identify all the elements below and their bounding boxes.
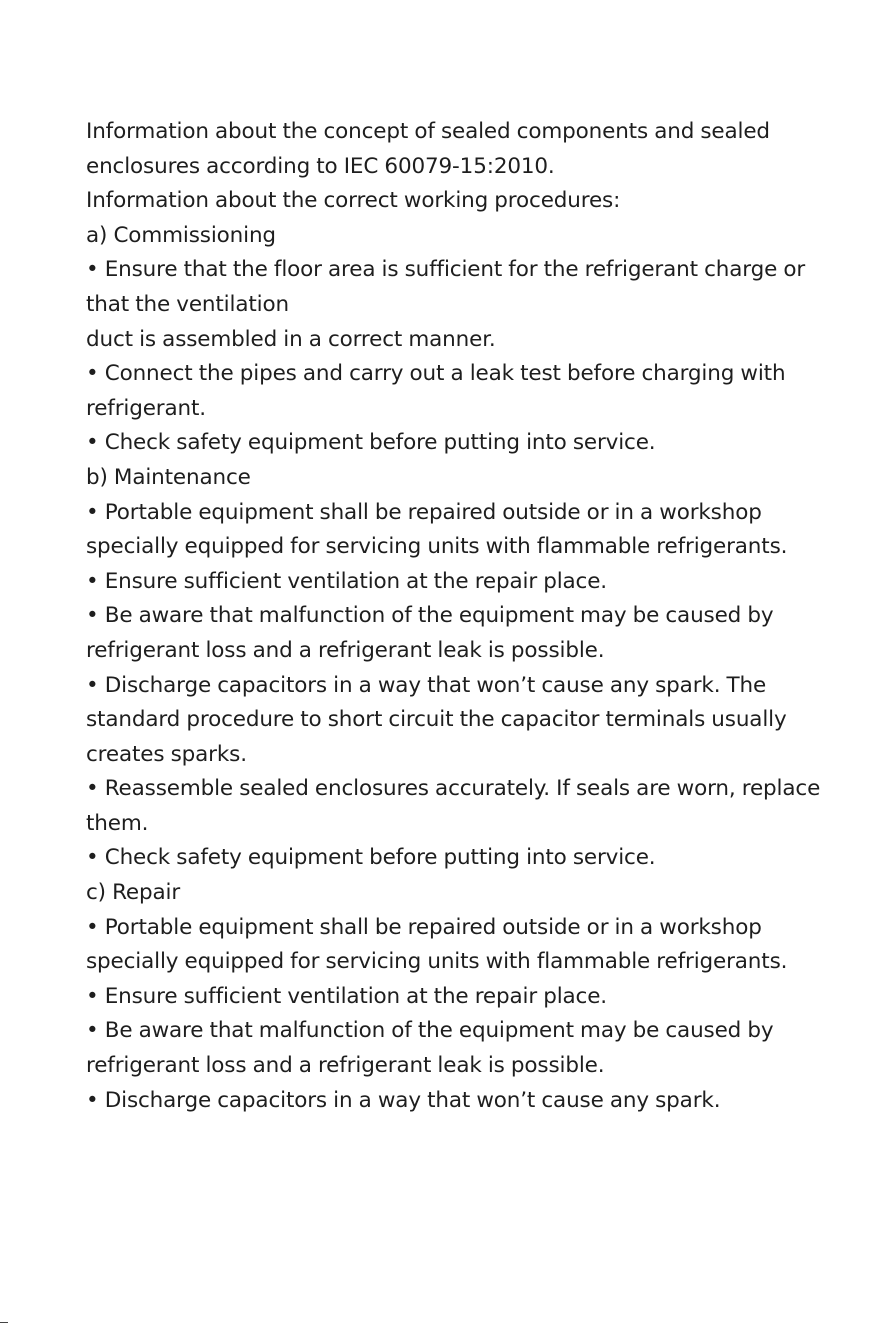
bullet-line: • Ensure that the floor area is sufficient for the refrigerant charge or [86, 257, 806, 283]
text-line: standard procedure to short circuit the capacitor terminals usually [86, 707, 787, 733]
bullet-line: • Be aware that malfunction of the equipment may be caused by [86, 603, 774, 629]
text-line: them. [86, 810, 149, 836]
text-line: Information about the correct working procedures: [86, 188, 621, 214]
bullet-line: • Check safety equipment before putting into service. [86, 430, 656, 456]
text-line: duct is assembled in a correct manner. [86, 326, 496, 352]
text-line: enclosures according to IEC 60079-15:2010. [86, 153, 555, 179]
text-line: refrigerant loss and a refrigerant leak is possible. [86, 637, 605, 663]
section-heading-commissioning: a) Commissioning [86, 222, 276, 248]
text-line: that the ventilation [86, 291, 289, 317]
bullet-line: • Connect the pipes and carry out a leak test before charging with [86, 361, 786, 387]
bullet-line: • Ensure sufficient ventilation at the repair place. [86, 983, 607, 1009]
bullet-line: • Discharge capacitors in a way that won’t cause any spark. The [86, 672, 767, 698]
bullet-line: • Check safety equipment before putting into service. [86, 845, 656, 871]
text-line: refrigerant loss and a refrigerant leak is possible. [86, 1053, 605, 1079]
body-text [86, 115, 876, 1118]
bullet-line: • Portable equipment shall be repaired outside or in a workshop [86, 499, 762, 525]
section-heading-repair: c) Repair [86, 880, 181, 906]
bullet-line: • Be aware that malfunction of the equipment may be caused by [86, 1018, 774, 1044]
bullet-line: • Reassemble sealed enclosures accurately. If seals are worn, replace [86, 776, 821, 802]
bullet-line: • Ensure sufficient ventilation at the repair place. [86, 568, 607, 594]
text-line: Information about the concept of sealed components and sealed [86, 119, 770, 144]
bullet-line: • Discharge capacitors in a way that won’t cause any spark. [86, 1087, 721, 1113]
text-line: creates sparks. [86, 741, 247, 767]
page-corner-mark [0, 1322, 8, 1323]
section-heading-maintenance: b) Maintenance [86, 464, 251, 490]
text-line: specially equipped for servicing units with flammable refrigerants. [86, 534, 788, 560]
bullet-line: • Portable equipment shall be repaired outside or in a workshop [86, 914, 762, 940]
text-line: specially equipped for servicing units with flammable refrigerants. [86, 949, 788, 975]
text-line: refrigerant. [86, 395, 206, 421]
